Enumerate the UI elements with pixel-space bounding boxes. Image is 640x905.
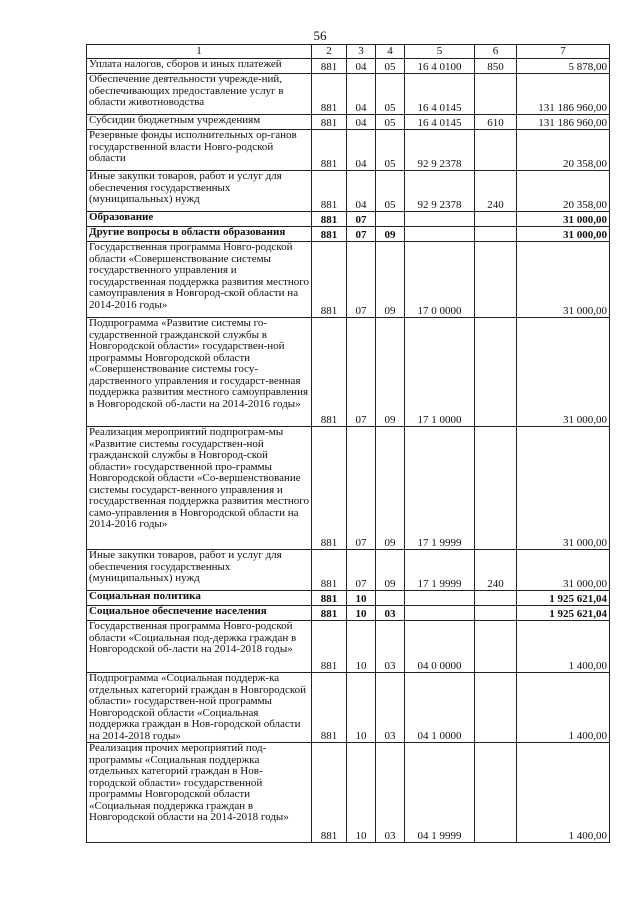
table-row [87,318,610,427]
item-name-cell: Иные закупки товаров, работ и услуг для обеспечения государственных (муниципальных) нужд [87,171,312,212]
item-name-cell: Резервные фонды исполнительных ор-ганов государственной власти Новго-родской области [87,130,312,171]
code-subsection-cell: 03 [376,673,405,743]
amount-cell: 31 000,00 [517,318,610,427]
code-expense-type-cell: 850 [475,59,517,74]
code-section-cell: 10 [347,606,376,621]
code-ministry-cell: 881 [312,59,347,74]
code-expense-type-cell [475,227,517,242]
code-subsection-cell: 03 [376,606,405,621]
code-subsection-cell: 09 [376,318,405,427]
code-target-article-cell [405,212,475,227]
code-ministry-cell: 881 [312,606,347,621]
code-expense-type-cell [475,318,517,427]
code-subsection-cell: 05 [376,74,405,115]
code-section-cell: 07 [347,427,376,550]
code-expense-type-cell [475,130,517,171]
item-name-cell: Образование [87,212,312,227]
header-row [87,45,610,59]
code-subsection-cell: 03 [376,621,405,673]
code-subsection-cell [376,212,405,227]
code-section-cell: 07 [347,212,376,227]
item-name-cell: Обеспечение деятельности учрежде-ний, обеспечивающих предоставление услуг в области животноводства [87,74,312,115]
code-target-article-cell [405,591,475,606]
item-name-cell: Иные закупки товаров, работ и услуг для обеспечения государственных (муниципальных) нужд [87,550,312,591]
table-row [87,550,610,591]
item-name-cell: Государственная программа Новго-родской области «Совершенствование системы государственного управления и государственная поддержка развития местного самоуправления в Новгород-ской области на 2014-2016 годы» [87,242,312,318]
item-name-cell: Уплата налогов, сборов и иных платежей [87,59,312,74]
code-ministry-cell: 881 [312,550,347,591]
item-name-cell: Подпрограмма «Развитие системы го-сударственной гражданской службы в Новгородской области» государствен-ной программы Новгородской области «Совершенствование системы госу-дарственного управления и государст-венная поддержка развития местного самоуправления в Новгородской об-ласти на 2014-2016 годы» [87,318,312,427]
code-expense-type-cell [475,74,517,115]
table-row [87,59,610,74]
item-name-cell: Субсидии бюджетным учреждениям [87,115,312,130]
table-row [87,591,610,606]
code-expense-type-cell [475,743,517,843]
amount-cell: 5 878,00 [517,59,610,74]
amount-cell: 31 000,00 [517,242,610,318]
column-header: 1 [87,45,312,59]
table-row [87,673,610,743]
item-name-cell: Реализация прочих мероприятий под-программы «Социальная поддержка отдельных категорий граждан в Нов-городской области» государственной программы Новгородской области «Социальная поддержка граждан в Новгородской области на 2014-2018 годы» [87,743,312,843]
code-ministry-cell: 881 [312,130,347,171]
code-section-cell: 10 [347,673,376,743]
table-row [87,621,610,673]
table-row [87,227,610,242]
code-expense-type-cell: 610 [475,115,517,130]
code-subsection-cell: 09 [376,242,405,318]
code-ministry-cell: 881 [312,74,347,115]
amount-cell: 1 400,00 [517,621,610,673]
code-target-article-cell: 17 1 9999 [405,550,475,591]
code-target-article-cell: 16 4 0145 [405,74,475,115]
code-section-cell: 07 [347,227,376,242]
code-subsection-cell: 05 [376,59,405,74]
table-row [87,427,610,550]
code-target-article-cell: 04 0 0000 [405,621,475,673]
code-section-cell: 04 [347,59,376,74]
code-ministry-cell: 881 [312,227,347,242]
code-ministry-cell: 881 [312,743,347,843]
item-name-cell: Социальная политика [87,591,312,606]
code-expense-type-cell: 240 [475,550,517,591]
code-section-cell: 10 [347,621,376,673]
amount-cell: 20 358,00 [517,171,610,212]
column-header: 3 [347,45,376,59]
amount-cell: 1 400,00 [517,743,610,843]
code-ministry-cell: 881 [312,591,347,606]
code-target-article-cell: 17 1 9999 [405,427,475,550]
code-ministry-cell: 881 [312,318,347,427]
code-target-article-cell: 92 9 2378 [405,130,475,171]
code-ministry-cell: 881 [312,171,347,212]
code-target-article-cell [405,227,475,242]
code-subsection-cell: 09 [376,227,405,242]
code-target-article-cell [405,606,475,621]
item-name-cell: Государственная программа Новго-родской области «Социальная под-держка граждан в Новгородской об-ласти на 2014-2018 годы» [87,621,312,673]
table-row [87,606,610,621]
code-expense-type-cell [475,242,517,318]
code-subsection-cell: 09 [376,427,405,550]
table-row [87,130,610,171]
item-name-cell: Подпрограмма «Социальная поддерж-ка отдельных категорий граждан в Новгородской области» государствен-ной программы Новгородской области «Социальная поддержка граждан в Нов-городской области на 2014-2018 годы» [87,673,312,743]
table-row [87,74,610,115]
column-header: 6 [475,45,517,59]
table-row [87,212,610,227]
code-section-cell: 04 [347,171,376,212]
code-section-cell: 07 [347,550,376,591]
code-subsection-cell: 03 [376,743,405,843]
column-header: 4 [376,45,405,59]
page-number: 56 [313,28,327,43]
code-ministry-cell: 881 [312,621,347,673]
budget-table [86,44,610,843]
code-target-article-cell: 17 0 0000 [405,242,475,318]
item-name-cell: Реализация мероприятий подпрограм-мы «Развитие системы государствен-ной гражданской службы в Новгород-ской области» государственной про-граммы Новгородской области «Со-вершенствование системы государст-венного управления и государственная поддержка развития местного само-управления в Новгородской области на 2014-2016 годы» [87,427,312,550]
table-row [87,743,610,843]
code-section-cell: 07 [347,242,376,318]
column-header: 5 [405,45,475,59]
amount-cell: 131 186 960,00 [517,115,610,130]
code-subsection-cell [376,591,405,606]
code-subsection-cell: 05 [376,130,405,171]
amount-cell: 1 925 621,04 [517,591,610,606]
code-expense-type-cell: 240 [475,171,517,212]
code-target-article-cell: 17 1 0000 [405,318,475,427]
code-expense-type-cell [475,212,517,227]
code-expense-type-cell [475,591,517,606]
amount-cell: 31 000,00 [517,212,610,227]
code-subsection-cell: 05 [376,115,405,130]
table-row [87,115,610,130]
code-expense-type-cell [475,673,517,743]
code-expense-type-cell [475,427,517,550]
code-ministry-cell: 881 [312,673,347,743]
amount-cell: 31 000,00 [517,227,610,242]
code-section-cell: 10 [347,591,376,606]
code-section-cell: 10 [347,743,376,843]
code-ministry-cell: 881 [312,427,347,550]
code-target-article-cell: 92 9 2378 [405,171,475,212]
code-target-article-cell: 04 1 0000 [405,673,475,743]
code-ministry-cell: 881 [312,115,347,130]
amount-cell: 131 186 960,00 [517,74,610,115]
code-expense-type-cell [475,621,517,673]
code-target-article-cell: 16 4 0100 [405,59,475,74]
item-name-cell: Другие вопросы в области образования [87,227,312,242]
code-ministry-cell: 881 [312,212,347,227]
code-ministry-cell: 881 [312,242,347,318]
amount-cell: 1 925 621,04 [517,606,610,621]
column-header: 7 [517,45,610,59]
table-row [87,242,610,318]
code-section-cell: 07 [347,318,376,427]
amount-cell: 31 000,00 [517,550,610,591]
code-section-cell: 04 [347,115,376,130]
column-header: 2 [312,45,347,59]
amount-cell: 20 358,00 [517,130,610,171]
code-section-cell: 04 [347,130,376,171]
code-target-article-cell: 16 4 0145 [405,115,475,130]
item-name-cell: Социальное обеспечение населения [87,606,312,621]
code-expense-type-cell [475,606,517,621]
table-row [87,171,610,212]
code-section-cell: 04 [347,74,376,115]
amount-cell: 1 400,00 [517,673,610,743]
code-subsection-cell: 09 [376,550,405,591]
code-subsection-cell: 05 [376,171,405,212]
amount-cell: 31 000,00 [517,427,610,550]
code-target-article-cell: 04 1 9999 [405,743,475,843]
